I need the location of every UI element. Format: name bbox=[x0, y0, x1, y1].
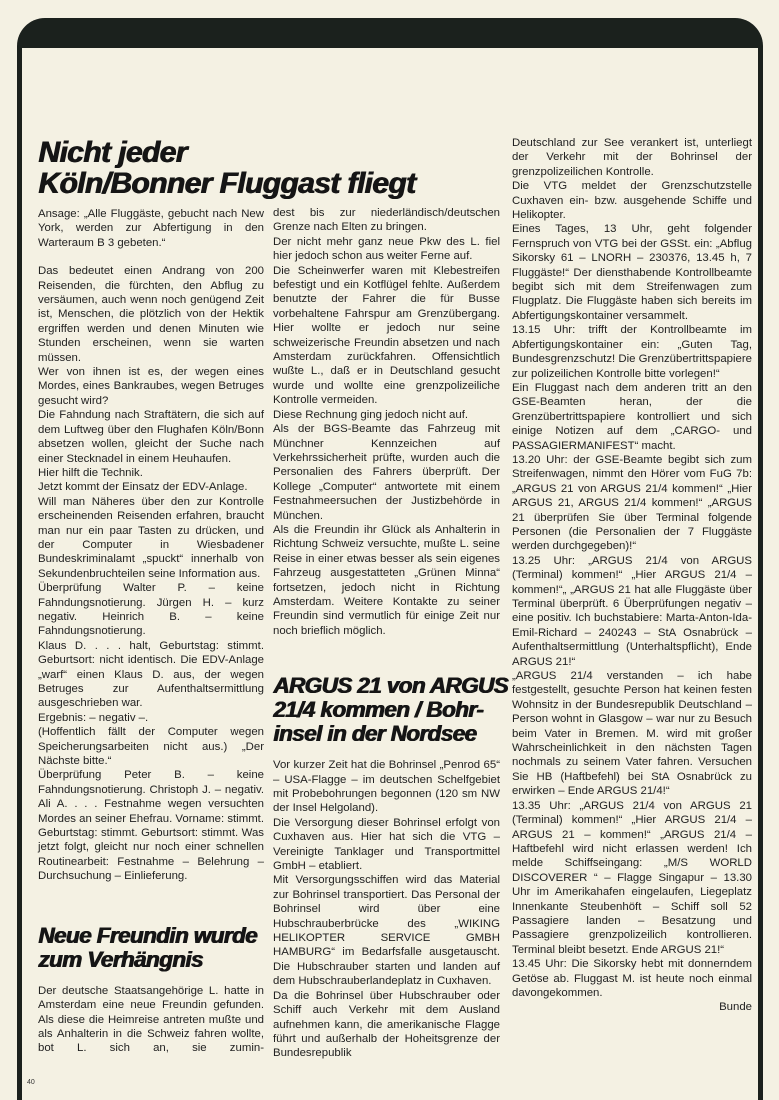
paragraph: 13.35 Uhr: „ARGUS 21/4 von ARGUS 21 (Terminal) kommen!“ „Hier ARGUS 21/4 – ARGUS 21 – kommen!“ „ARGUS 21/4 – Haftbefehl wird nicht erlassen werden! Ich melde Schiffseingang: „M/S WORLD DISCOVERER “ – Flagge Singapur – 13.30 Uhr im Amerikahafen eingelaufen, Liegeplatz Innenkante Steubenhöft – Schiff soll 52 Passagiere landen – Besatzung und Passagiere grenzpolizeilich kontrollieren. Terminal bleibt besetzt. Ende ARGUS 21!“ bbox=[512, 799, 752, 956]
paragraph: Die Fahndung nach Straftätern, die sich auf dem Luftweg über den Flughafen Köln/Bonn absetzen wollen, gleicht der Suche nach einer Stecknadel in einem Heuhaufen. bbox=[38, 409, 264, 465]
paragraph: Die Scheinwerfer waren mit Klebestreifen befestigt und ein Kotflügel fehlte. Außerdem benutzte der Fahrer die für Busse vorbehaltene Fahrspur am Grenzübergang. Hier wollte er jedoch nur seine schweizerische Freundin absetzen und nach Amsterdam zurückfahren. Offensichtlich wußte L., daß er in Deutschland gesucht wurde und wollte eine grenzpolizeiliche Kontrolle vermeiden. bbox=[273, 264, 500, 407]
article1-body bbox=[38, 207, 264, 884]
paragraph: „ARGUS 21/4 verstanden – ich habe festgestellt, gesuchte Person hat keinen festen Wohnsitz in der Bundesrepublik Deutschland – Person wohnt in Glasgow – war nur zu Besuch beim Vater in Bremen. M. wird mit großer Wahrscheinlichkeit in den nächsten Tagen nochmals zu seinem Vater fahren. Versuchen Sie HB (Haftbefehl) bei StA Osnabrück zu erwirken – Ende ARGUS 21/4!“ bbox=[512, 670, 752, 798]
paragraph: Der nicht mehr ganz neue Pkw des L. fiel hier jedoch schon aus weiter Ferne auf. bbox=[273, 235, 500, 263]
paragraph: Das bedeutet einen Andrang von 200 Reisenden, die fürchten, den Abflug zu versäumen, auch wenn noch genügend Zeit ist, Menschen, die plötzlich von der Hektik ergriffen werden und denen Minuten wie Stunden erscheinen, wenn sie warten müssen. bbox=[38, 265, 264, 364]
article2-headline bbox=[38, 924, 264, 972]
paragraph: Überprüfung Walter P. – keine Fahndungsnotierung. Jürgen H. – kurz negativ. Heinrich B. – keine Fahndungsnotierung. bbox=[38, 582, 264, 638]
article3-headline-line: insel in der Nordsee bbox=[273, 721, 477, 747]
paragraph: Jetzt kommt der Einsatz der EDV-Anlage. bbox=[38, 481, 248, 494]
article1-headline-line: Nicht jeder bbox=[38, 136, 187, 169]
paragraph: 13.15 Uhr: trifft der Kontrollbeamte im Abfertigungskontainer ein: „Guten Tag, Bundesgrenzschutz! Die Grenzübertrittspapiere zur polizeilichen Kontrolle bitte vorlegen!“ bbox=[512, 324, 752, 380]
paragraph: Der deutsche Staatsangehörige L. hatte in Amsterdam eine neue Freundin gefunden. Als diese die Heimreise antreten mußte und als Anhalterin in die Schweiz fahren wollte, bot L. sich an, sie zumin- bbox=[38, 984, 264, 1055]
paragraph: Überprüfung Peter B. – keine Fahndungsnotierung. Christoph J. – negativ. Ali A. . . . Festnahme wegen versuchten Mordes an seiner Ehefrau. Vorname: stimmt. Geburtstag: stimmt. Geburtsort: stimmt. Was jetzt folgt, gleicht nur noch einer schnellen Routinearbeit: Festnahme – Belehrung – Durchsuchung – Einlieferung. bbox=[38, 769, 265, 883]
article2-headline-line: Neue Freundin wurde bbox=[38, 922, 257, 948]
paragraph: Ein Fluggast nach dem anderen tritt an den GSE-Beamten heran, der die Grenzübertrittspapiere kontrolliert und sich einige Notizen auf dem „CARGO- und PASSAGIERMANIFEST“ macht. bbox=[512, 381, 752, 452]
paragraph: Vor kurzer Zeit hat die Bohrinsel „Penrod 65“ – USA-Flagge – im deutschen Schelfgebiet mit Probebohrungen begonnen (120 sm NW der Insel Helgoland). bbox=[273, 759, 500, 815]
paragraph: 13.20 Uhr: der GSE-Beamte begibt sich zum Streifenwagen, nimmt den Hörer vom FuG 7b: „ARGUS 21 von ARGUS 21/4 kommen!“ „Hier ARGUS 21, ARGUS 21/4 kommen!“ „ARGUS 21 überprüfen Sie über Terminal folgende Personen (die Personalien der 7 Fluggäste werden durchgegeben)!“ bbox=[512, 453, 752, 553]
paragraph: Ansage: „Alle Fluggäste, gebucht nach New York, werden zur Abfertigung in den Warteraum B 3 gebeten.“ bbox=[38, 208, 264, 249]
paragraph: Als der BGS-Beamte das Fahrzeug mit Münchner Kennzeichen auf Verkehrssicherheit prüfte, wurden auch die Personalien des Fahrers überprüft. Der Kollege „Computer“ antwortete mit einem Festnahmeersuchen der Justizbehörde in München. bbox=[273, 423, 500, 522]
article2-body-col1 bbox=[38, 984, 264, 1056]
paragraph: Die VTG meldet der Grenzschutzstelle Cuxhaven ein- bzw. ausgehende Schiffe und Helikopter. bbox=[512, 180, 752, 222]
paragraph: (Hoffentlich fällt der Computer wegen Speicherungsarbeiten nicht aus.) „Der Nächste bitte.“ bbox=[38, 726, 264, 768]
paragraph: Mit Versorgungsschiffen wird das Material zur Bohrinsel transportiert. Das Personal der Bohrinsel wird über eine Hubschrauberbrücke des „WIKING HELIKOPTER SERVICE GMBH HAMBURG“ im Bedarfsfalle ausgetauscht. Die Hubschrauber starten und landen auf dem Hubschrauberlandeplatz in Cuxhaven. bbox=[273, 874, 500, 988]
paragraph: Als die Freundin ihr Glück als Anhalterin in Richtung Schweiz versuchte, mußte L. seine Reise in einer etwas besser als sein eigenes Fahrzeug ausgestatteten „Grünen Minna“ fortsetzen, jedoch nicht in Richtung Amsterdam. Weitere Kontakte zu seiner Freundin sind vermutlich für einige Zeit nur noch brieflich möglich. bbox=[273, 523, 500, 637]
paragraph: Da die Bohrinsel über Hubschrauber oder Schiff auch Verkehr mit dem Ausland aufnehmen kann, die amerikanische Flagge führt und außerhalb der Hoheitsgrenze der Bundesrepublik bbox=[273, 989, 500, 1060]
paragraph: dest bis zur niederländisch/deutschen Grenze nach Elten zu bringen. bbox=[273, 207, 500, 234]
column-3 bbox=[512, 136, 752, 1015]
article2-headline-line: zum Verhängnis bbox=[38, 946, 203, 972]
paragraph: 13.25 Uhr: „ARGUS 21/4 von ARGUS (Terminal) kommen!“ „Hier ARGUS 21/4 – kommen!“„ „ARGUS 21 hat alle Fluggäste über Terminal überprüft. 6 Überprüfungen negativ – eine positiv. Ich buchstabiere: Marta-Anton-Ida-Emil-Richard – 240243 – StA Osnabrück – Aufenthaltsermittlung (Unterhaltspflicht), Ende ARGUS 21!“ bbox=[512, 554, 752, 668]
paragraph: Eines Tages, 13 Uhr, geht folgender Fernspruch von VTG bei der GSSt. ein: „Abflug Sikorsky 61 – LNORH – 230376, 13.45 h, 7 Fluggäste!“ Der diensthabende Kontrollbeamte begibt sich mit dem Streifenwagen zum Flugplatz. Die Fluggäste haben sich bereits im Abfertigungskontainer versammelt. bbox=[512, 223, 752, 322]
page-number: 40 bbox=[27, 1079, 35, 1086]
article2-body-col2 bbox=[273, 206, 500, 638]
article3-headline-line: 21/4 kommen / Bohr- bbox=[273, 697, 483, 723]
article1-headline bbox=[38, 136, 416, 200]
article3-headline-line: ARGUS 21 von ARGUS bbox=[273, 673, 508, 699]
paragraph: Wer von ihnen ist es, der wegen eines Mordes, eines Bankraubes, wegen Betruges gesucht wird? bbox=[38, 366, 264, 407]
column-2 bbox=[273, 206, 508, 1061]
paragraph: Hier hilft die Technik. bbox=[38, 466, 143, 479]
paragraph: Die Versorgung dieser Bohrinsel erfolgt von Cuxhaven aus. Hier hat sich die VTG – Vereinigte Tanklager und Transportmittel GmbH – etabliert. bbox=[273, 816, 500, 873]
article3-headline bbox=[273, 673, 508, 747]
author-signature: Bunde bbox=[719, 1001, 752, 1014]
paragraph: Deutschland zur See verankert ist, unterliegt der Verkehr mit der Bohrinsel der grenzpolizeilichen Kontrolle. bbox=[512, 137, 752, 178]
paragraph: Will man Näheres über den zur Kontrolle erscheinenden Reisenden erfahren, braucht man nur ein paar Tasten zu drücken, und der Computer in Wiesbadener Bundeskriminalamt „spuckt“ innerhalb von Sekundenbruchteilen seine Information aus. bbox=[38, 495, 264, 580]
paragraph: Ergebnis: – negativ –. bbox=[38, 711, 149, 724]
paragraph: 13.45 Uhr: Die Sikorsky hebt mit donnerndem Getöse ab. Fluggast M. ist heute noch einmal davongekommen. bbox=[512, 958, 752, 999]
article3-body-col3 bbox=[512, 136, 752, 1000]
paragraph: Klaus D. . . . halt, Geburtstag: stimmt. Geburtsort: nicht identisch. Die EDV-Anlage „warf“ einen Klaus D. aus, der wegen Betruges zur Aufenthaltsermittlung ausgeschrieben war. bbox=[38, 639, 264, 710]
article1-headline-line: Köln/Bonner Fluggast fliegt bbox=[38, 167, 416, 200]
article3-body-col2 bbox=[273, 758, 500, 1061]
paragraph: Diese Rechnung ging jedoch nicht auf. bbox=[273, 408, 469, 421]
